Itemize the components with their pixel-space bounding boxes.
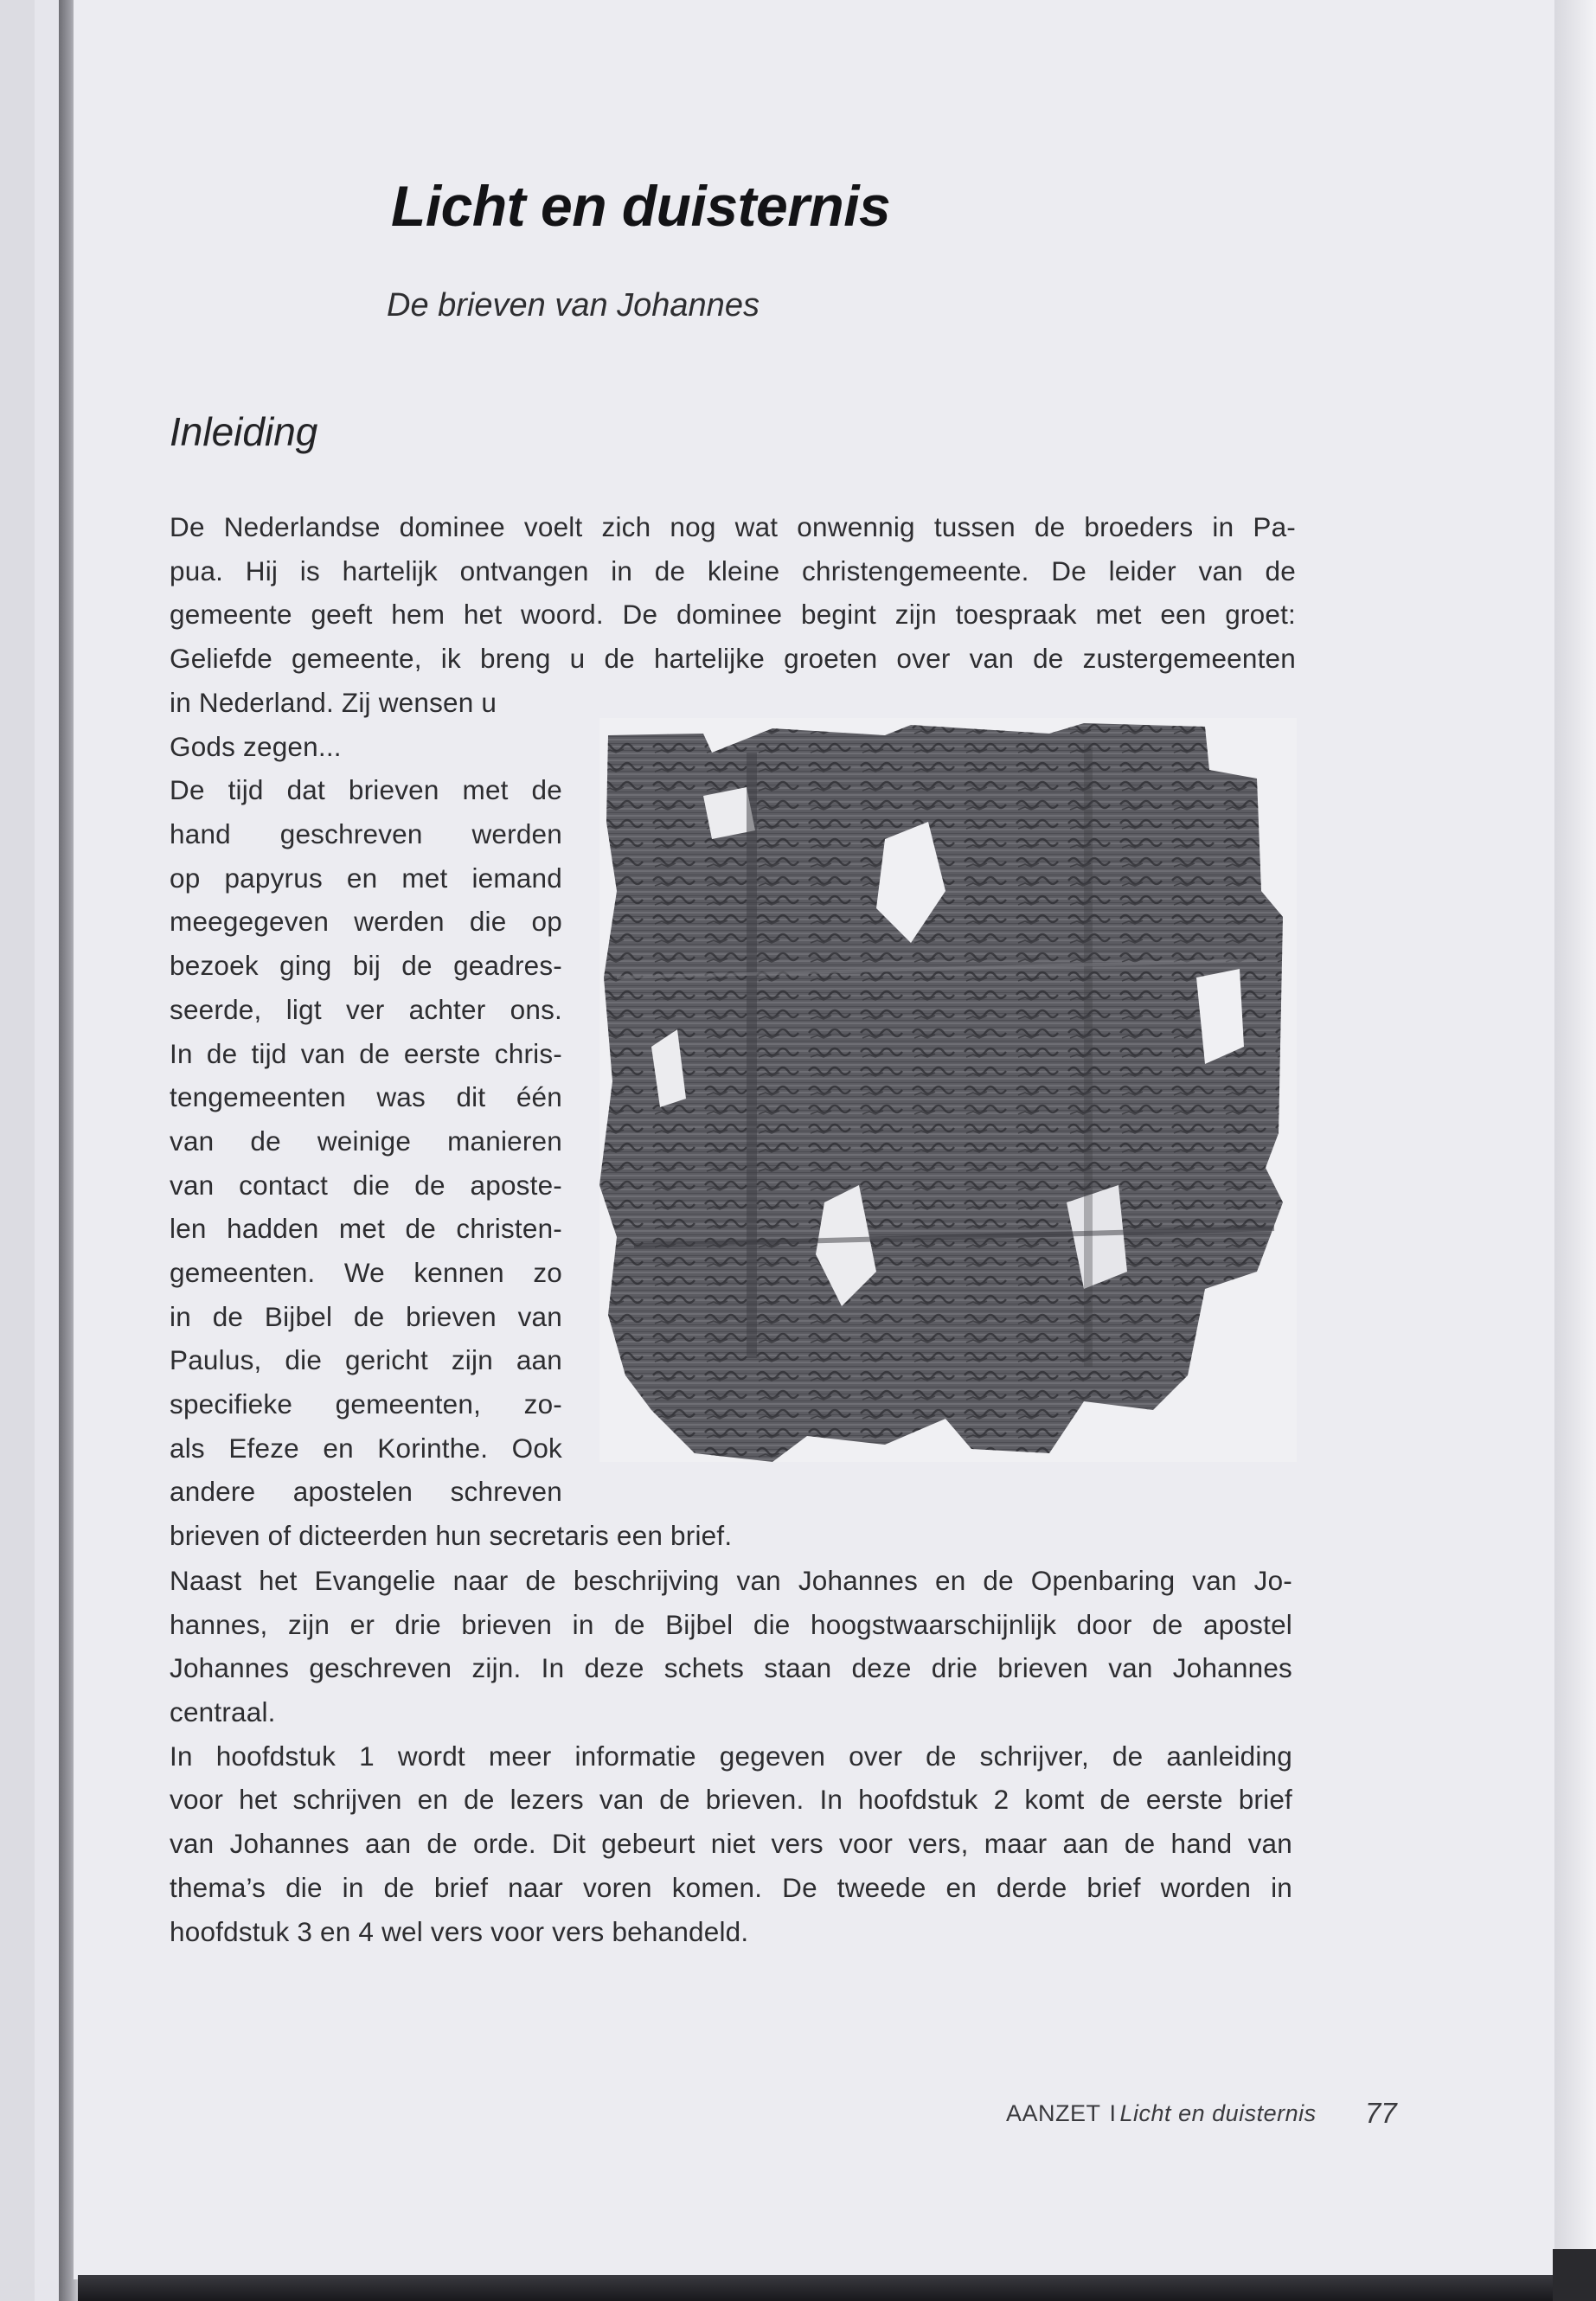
text-line: Paulus, die gericht zijn aan bbox=[170, 1344, 562, 1376]
text-line: Naast het Evangelie naar de beschrijving van Johannes en de Openbaring van Jo- bbox=[170, 1565, 1292, 1596]
intro-paragraph bbox=[170, 505, 1296, 681]
closing-paragraphs bbox=[170, 1559, 1292, 1953]
text-line: Gods zegen... bbox=[170, 730, 342, 762]
text-line: len hadden met de christen- bbox=[170, 1213, 562, 1245]
text-line: gemeente geeft hem het woord. De dominee begint zijn toespraak met een groet: bbox=[170, 599, 1296, 631]
text-line: thema’s die in de brief naar voren komen. De tweede en derde brief worden in bbox=[170, 1871, 1292, 1903]
text-line: In de tijd van de eerste chris- bbox=[170, 1037, 562, 1069]
text-line: seerde, ligt ver achter ons. bbox=[170, 993, 562, 1025]
text-line: andere apostelen schreven bbox=[170, 1476, 562, 1508]
text-line: bezoek ging bij de geadres- bbox=[170, 950, 562, 982]
scan-bottom-edge bbox=[78, 2275, 1557, 2301]
page-title: Licht en duisternis bbox=[391, 174, 891, 238]
text-line: op papyrus en met iemand bbox=[170, 862, 562, 894]
text-line: De tijd dat brieven met de bbox=[170, 774, 562, 806]
text-line: gemeenten. We kennen zo bbox=[170, 1256, 562, 1288]
text-line: specifieke gemeenten, zo- bbox=[170, 1388, 562, 1420]
section-heading: Inleiding bbox=[170, 409, 318, 454]
text-line: van de weinige manieren bbox=[170, 1125, 562, 1157]
text-line: De Nederlandse dominee voelt zich nog wat onwennig tussen de broeders in Pa- bbox=[170, 511, 1296, 542]
text-line: voor het schrijven en de lezers van de brieven. In hoofdstuk 2 komt de eerste brief bbox=[170, 1784, 1292, 1816]
text-line: Geliefde gemeente, ik breng u de hartelijke groeten over van de zustergemeenten bbox=[170, 643, 1296, 675]
footer-series: AANZET bbox=[1006, 2100, 1101, 2126]
scan-spine-light bbox=[35, 0, 59, 2301]
text-line: in Nederland. Zij wensen u bbox=[170, 687, 497, 718]
text-line: Johannes geschreven zijn. In deze schets staan deze drie brieven van Johannes bbox=[170, 1652, 1292, 1684]
text-line: in de Bijbel de brieven van bbox=[170, 1300, 562, 1332]
text-line: brieven of dicteerden hun secretaris een brief. bbox=[170, 1520, 733, 1552]
running-footer bbox=[1006, 2100, 1317, 2127]
text-line: van Johannes aan de orde. Dit gebeurt niet vers voor vers, maar aan de hand van bbox=[170, 1828, 1292, 1860]
footer-title: Licht en duisternis bbox=[1119, 2100, 1317, 2126]
text-line: als Efeze en Korinthe. Ook bbox=[170, 1432, 562, 1464]
papyrus-photo bbox=[599, 718, 1297, 1462]
footer-separator: I bbox=[1109, 2100, 1117, 2126]
text-line: In hoofdstuk 1 wordt meer informatie gegeven over de schrijver, de aanleiding bbox=[170, 1740, 1292, 1772]
page-number: 77 bbox=[1365, 2097, 1397, 2129]
text-line: tengemeenten was dit één bbox=[170, 1081, 562, 1113]
scan-corner bbox=[1553, 2249, 1596, 2301]
text-line: van contact die de aposte- bbox=[170, 1169, 562, 1201]
text-line: hannes, zijn er drie brieven in de Bijbel die hoogstwaarschijnlijk door de apostel bbox=[170, 1608, 1292, 1640]
text-line: pua. Hij is hartelijk ontvangen in de kleine christengemeente. De leider van de bbox=[170, 554, 1296, 586]
wrapped-text-column bbox=[170, 681, 733, 1558]
text-line: hoofdstuk 3 en 4 wel vers voor vers behandeld. bbox=[170, 1915, 749, 1947]
page-subtitle: De brieven van Johannes bbox=[387, 287, 760, 324]
text-line: centraal. bbox=[170, 1696, 276, 1728]
scan-right-edge bbox=[1554, 0, 1596, 2301]
text-line: meegegeven werden die op bbox=[170, 906, 562, 938]
text-line: hand geschreven werden bbox=[170, 818, 562, 850]
